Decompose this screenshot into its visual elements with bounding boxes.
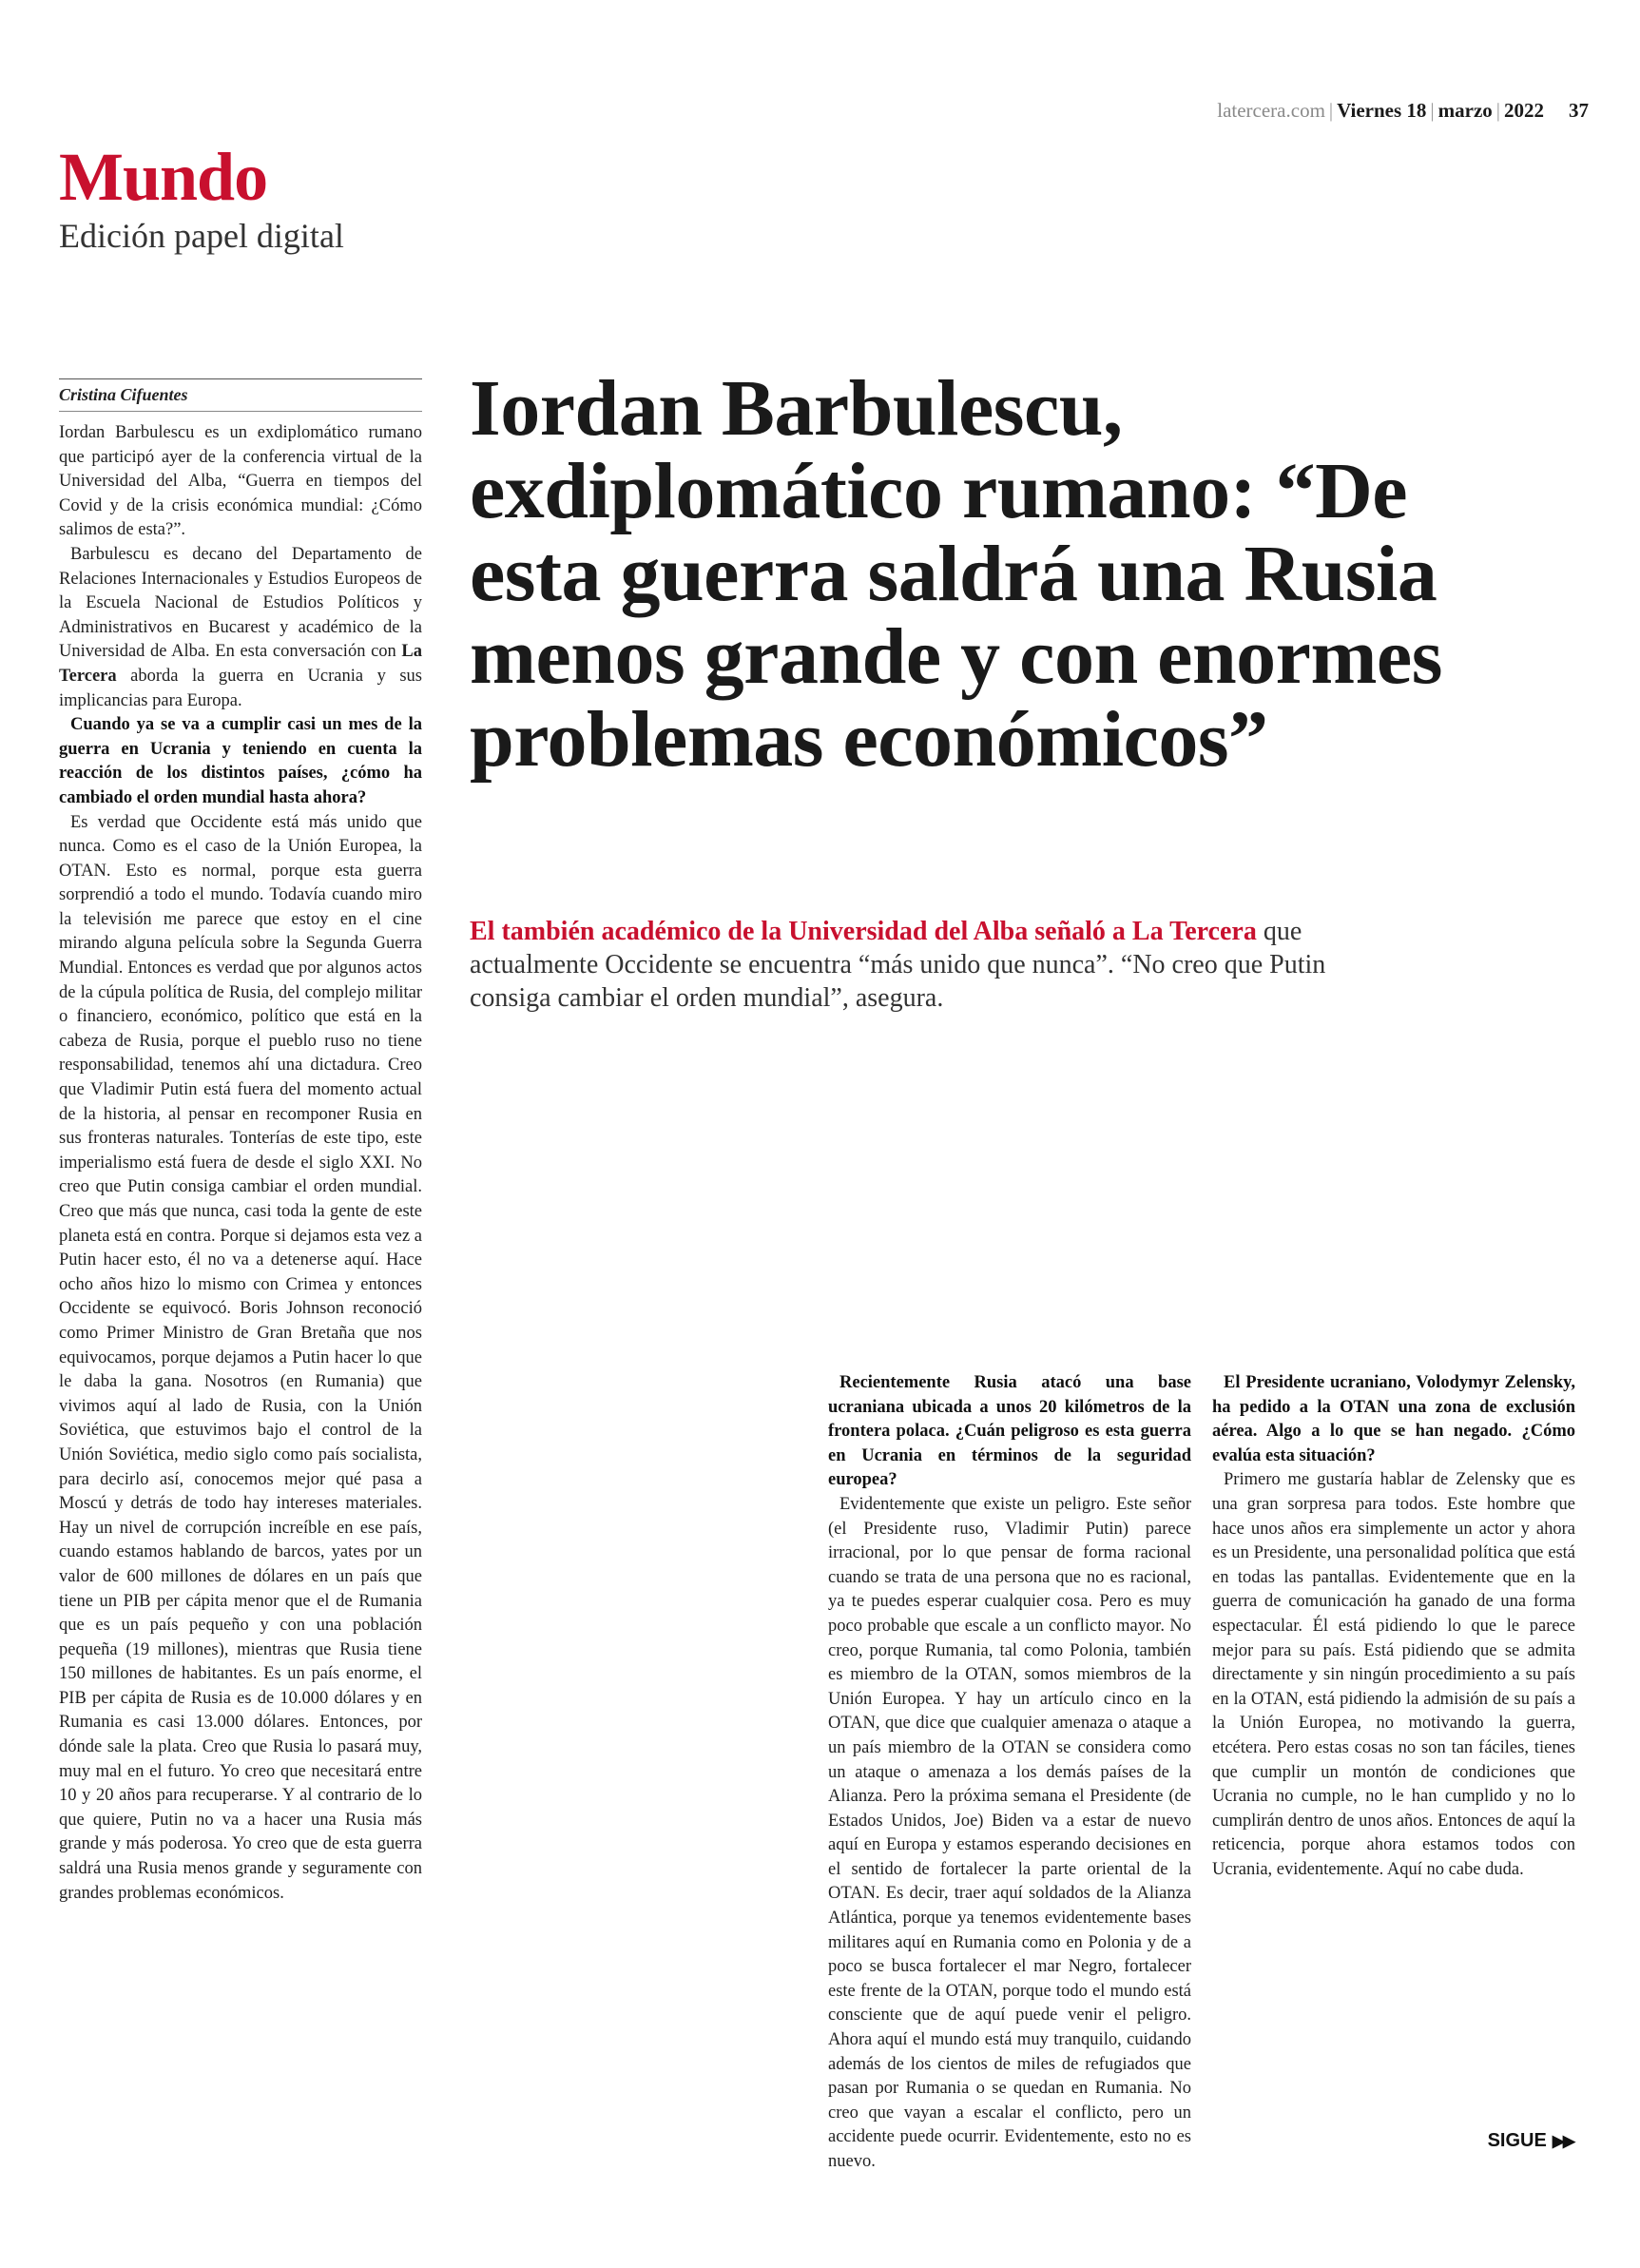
page-header: latercera.com | Viernes 18 | marzo | 2022 37	[1217, 99, 1589, 122]
section-subtitle: Edición papel digital	[59, 217, 344, 255]
double-arrow-right-icon: ▶▶	[1552, 2131, 1573, 2150]
header-month: marzo	[1437, 99, 1493, 122]
question-3: El Presidente ucraniano, Volodymyr Zelensky, ha pedido a la OTAN una zona de exclusión aérea. Algo a lo que se han negado. ¿Cómo evalúa esta situación?	[1212, 1373, 1575, 1465]
continue-link[interactable]	[1488, 2130, 1573, 2152]
divider	[59, 411, 422, 412]
continue-label: SIGUE	[1487, 2130, 1547, 2151]
page-number: 37	[1569, 99, 1589, 122]
article-body-right	[1212, 1371, 1575, 1882]
article-deck	[470, 915, 1401, 1015]
intro-text: Barbulescu es decano del Departamento de Relaciones Internacionales y Estudios Europeos de la Escuela Nacional de Estudios Políticos y Administrativos en Bucarest y académico de la Universidad de Alba. En esta conversación con	[59, 544, 422, 662]
answer-3: Primero me gustaría hablar de Zelensky que es una gran sorpresa para todos. Este hombre que hace unos años era simplemente un actor y ahora es un Presidente, una personalidad política que está en todas las pantallas. Evidentemente que en la guerra de comunicación ha ganado de una forma espectacular. Él está pidiendo lo que le parece mejor para su país. Está pidiendo que se admita directamente y sin ningún procedimiento a su país en la OTAN, está pidiendo la admisión de su país a la Unión Europea, no motivando la guerra, etcétera. Pero estas cosas no son tan fáciles, tienes que cumplir un montón de condiciones que Ucrania no cumple, no le han cumplido y no lo cumplirán dentro de unos años. Entonces de aquí la reticencia, porque ahora estamos todos con Ucrania, evidentemente. Aquí no cabe duda.	[1212, 1470, 1575, 1879]
article-body-left	[59, 421, 422, 1906]
answer-2: Evidentemente que existe un peligro. Este señor (el Presidente ruso, Vladimir Putin) parece irracional, por lo que pensar de forma racional cuando se trata de una persona que no es racional, ya te puedes esperar cualquier cosa. Pero es muy poco probable que escale a un conflicto mayor. No creo, porque Rumania, tal como Polonia, también es miembro de la OTAN, somos miembros de la Unión Europea. Y hay un artículo cinco en la OTAN, que dice que cualquier amenaza o ataque a un país miembro de la OTAN se considera como un ataque o amenaza a los demás países de la Alianza. Pero la próxima semana el Presidente (de Estados Unidos, Joe) Biden va a estar de nuevo aquí en Europa y estamos esperando decisiones en el sentido de fortalecer la parte oriental de la OTAN. Es decir, traer aquí soldados de la Alianza Atlántica, porque ya tenemos evidentemente bases militares aquí en Rumania como en Polonia y de a poco se busca fortalecer el mar Negro, fortalecer este frente de la OTAN, porque todo el mundo está consciente que de aquí puede venir el peligro. Ahora aquí el mundo está muy tranquilo, cuidando además de los cientos de miles de refugiados que pasan por Rumania o se quedan en Rumania. No creo que vayan a escalar el conflicto, pero un accidente puede ocurrir. Evidentemente, esto no es nuevo.	[828, 1494, 1191, 2171]
question-2: Recientemente Rusia atacó una base ucraniana ubicada a unos 20 kilómetros de la frontera polaca. ¿Cuán peligroso es esta guerra en Ucrania en términos de la seguridad europea?	[828, 1373, 1191, 1490]
deck-text: que actualmente Occidente se encuentra “más unido que nunca”. “No creo que Putin consiga cambiar el orden mundial”, asegura.	[470, 917, 1326, 1013]
site-name[interactable]: latercera.com	[1217, 99, 1325, 122]
intro-text: aborda la guerra en Ucrania y sus implicancias para Europa.	[59, 666, 422, 710]
section-title: Mundo	[59, 139, 268, 215]
header-day: Viernes 18	[1337, 99, 1427, 122]
article-body-middle	[828, 1371, 1191, 2175]
publication-name: La Tercera	[59, 642, 422, 686]
author-byline: Cristina Cifuentes	[59, 385, 188, 404]
header-year: 2022	[1504, 99, 1544, 122]
intro-paragraph-2	[59, 543, 422, 713]
headline: Iordan Barbulescu, exdiplomático rumano: “De esta guerra saldrá una Rusia menos grande y con enormes problemas económicos”	[470, 364, 1442, 784]
deck-lead: El también académico de la Universidad del Alba señaló a La Tercera	[470, 917, 1257, 946]
divider	[59, 378, 422, 379]
intro-paragraph: Iordan Barbulescu es un exdiplomático rumano que participó ayer de la conferencia virtual de la Universidad del Alba, “Guerra en tiempos del Covid y de la crisis económica mundial: ¿Cómo salimos de esta?”.	[59, 423, 422, 540]
left-column	[59, 378, 422, 1906]
question-1: Cuando ya se va a cumplir casi un mes de la guerra en Ucrania y teniendo en cuenta la reacción de los distintos países, ¿cómo ha cambiado el orden mundial hasta ahora?	[59, 715, 422, 807]
answer-1: Es verdad que Occidente está más unido que nunca. Como es el caso de la Unión Europea, la OTAN. Esto es normal, porque esta guerra sorprendió a todo el mundo. Todavía cuando miro la televisión me parece que estoy en el cine mirando alguna película sobre la Segunda Guerra Mundial. Entonces es verdad que por algunos actos de la cúpula política de Rusia, del complejo militar o financiero, económico, político que está en la cabeza de Rusia, porque el pueblo ruso no tiene responsabilidad, tenemos ahí una dictadura. Creo que Vladimir Putin está fuera del momento actual de la historia, al pensar en recomponer Rusia en sus fronteras naturales. Tonterías de este tipo, este imperialismo está fuera de desde el siglo XXI. No creo que Putin consiga cambiar el orden mundial. Creo que más que nunca, casi toda la gente de este planeta está en contra. Porque si dejamos esta vez a Putin hacer esto, él no va a detenerse aquí. Hace ocho años hizo lo mismo con Crimea y entonces Occidente se equivocó. Boris Johnson reconoció como Primer Ministro de Gran Bretaña que nos equivocamos, porque dejamos a Putin hacer lo que le daba la gana. Nosotros (en Rumania) que vivimos aquí al lado de Rusia, con la Unión Soviética, que estuvimos bajo el control de la Unión Soviética, medio siglo como país socialista, para decirlo así, conocemos mejor qué pasa a Moscú y detrás de todo hay intereses materiales. Hay un nivel de corrupción increíble en ese país, cuando estamos hablando de barcos, yates por un valor de 600 millones de dólares en un país que tiene un PIB per cápita menor que el de Rumania que es un país pequeño y con una población pequeña (19 millones), mientras que Rusia tiene 150 millones de habitantes. Es un país enorme, el PIB per cápita de Rusia es de 10.000 dólares y en Rumania es casi 13.000 dólares. Entonces, por dónde sale la plata. Creo que Rusia lo pasará muy, muy mal en el futuro. Yo creo que necesitará entre 10 y 20 años para recuperarse. Y al contrario de lo que quiere, Putin no va a hacer una Rusia más grande y más poderosa. Yo creo que de esta guerra saldrá una Rusia menos grande y seguramente con grandes problemas económicos.	[59, 812, 422, 1903]
